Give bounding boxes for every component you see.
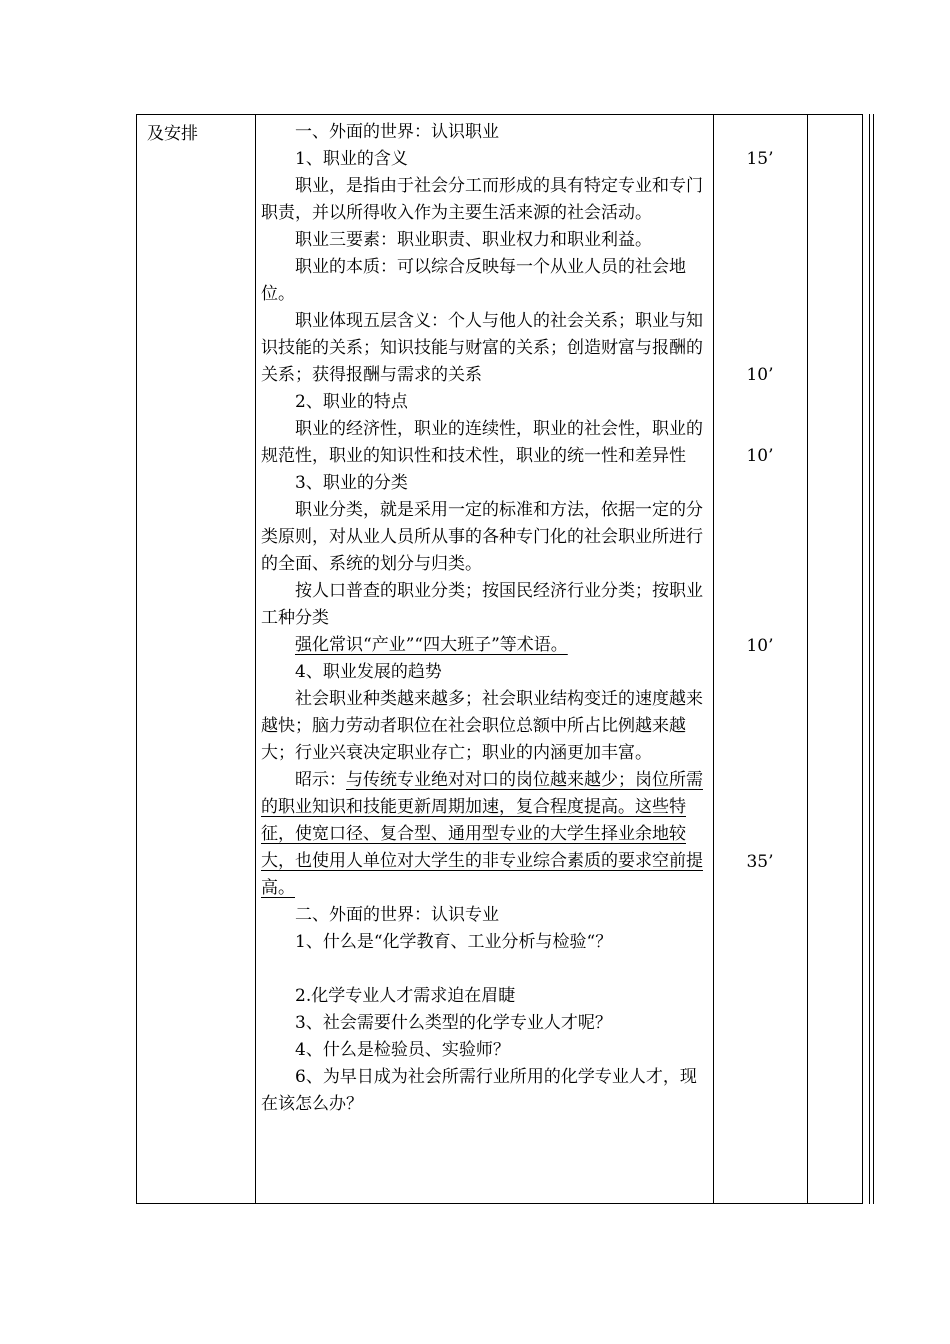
- paragraph: 职业的经济性，职业的连续性，职业的社会性，职业的规范性，职业的知识性和技术性，职业的统一性和差异性: [261, 419, 703, 466]
- section-heading: 一、外面的世界：认识职业: [295, 122, 499, 142]
- paragraph: 职业体现五层含义：个人与他人的社会关系；职业与知识技能的关系；知识技能与财富的关系；创造财富与报酬的关系；获得报酬与需求的关系: [261, 311, 703, 385]
- subsection-heading: 1、职业的含义: [295, 149, 408, 169]
- question: 3、社会需要什么类型的化学专业人才呢？: [295, 1013, 612, 1033]
- paragraph: 职业分类，就是采用一定的标准和方法，依据一定的分类原则，对从业人员所从事的各种专门化的社会职业所进行的全面、系统的划分与归类。: [261, 500, 703, 574]
- question: 2.化学专业人才需求迫在眉睫: [295, 986, 516, 1006]
- underlined-note: 强化常识“产业”“四大班子”等术语。: [295, 635, 568, 655]
- outer-border-line: [873, 114, 874, 1204]
- spacer: [261, 956, 708, 983]
- question: 4、什么是检验员、实验师？: [295, 1040, 510, 1060]
- paragraph: 职业三要素：职业职责、职业权力和职业利益。: [295, 230, 652, 250]
- paragraph: 按人口普查的职业分类；按国民经济行业分类；按职业工种分类: [261, 581, 703, 628]
- subsection-heading: 2、职业的特点: [295, 392, 408, 412]
- column-divider: [255, 115, 256, 1203]
- subsection-heading: 4、职业发展的趋势: [295, 662, 442, 682]
- section-heading: 二、外面的世界：认识专业: [295, 905, 499, 925]
- time-allocation: 10’: [746, 636, 774, 656]
- time-allocation: 35’: [746, 852, 774, 872]
- lesson-content: [261, 119, 708, 1118]
- label-text: 昭示：: [295, 770, 346, 790]
- question: 1、什么是“化学教育、工业分析与检验“？: [295, 932, 613, 952]
- time-allocation: 10’: [746, 446, 774, 466]
- outer-border-line: [869, 114, 870, 1204]
- paragraph: [261, 632, 708, 659]
- subsection-heading: 3、职业的分类: [295, 473, 408, 493]
- paragraph: 职业的本质：可以综合反映每一个从业人员的社会地位。: [261, 257, 686, 304]
- row-label: 及安排: [147, 124, 198, 144]
- paragraph: [261, 767, 708, 902]
- lesson-table: [136, 114, 863, 1204]
- underlined-note: 与传统专业绝对对口的岗位越来越少；岗位所需的职业知识和技能更新周期加速，复合程度提高。这些特征，使宽口径、复合型、通用型专业的大学生择业余地较大，也使用人单位对大学生的非专业综合素质的要求空前提高。: [261, 770, 703, 898]
- time-allocation: 15’: [746, 149, 774, 169]
- question: 6、为早日成为社会所需行业所用的化学专业人才，现在该怎么办？: [261, 1067, 697, 1114]
- paragraph: 社会职业种类越来越多；社会职业结构变迁的速度越来越快；脑力劳动者职位在社会职位总额中所占比例越来越大；行业兴衰决定职业存亡；职业的内涵更加丰富。: [261, 689, 703, 763]
- time-allocation: 10’: [746, 365, 774, 385]
- paragraph: 职业，是指由于社会分工而形成的具有特定专业和专门职责，并以所得收入作为主要生活来源的社会活动。: [261, 176, 703, 223]
- column-divider: [807, 115, 808, 1203]
